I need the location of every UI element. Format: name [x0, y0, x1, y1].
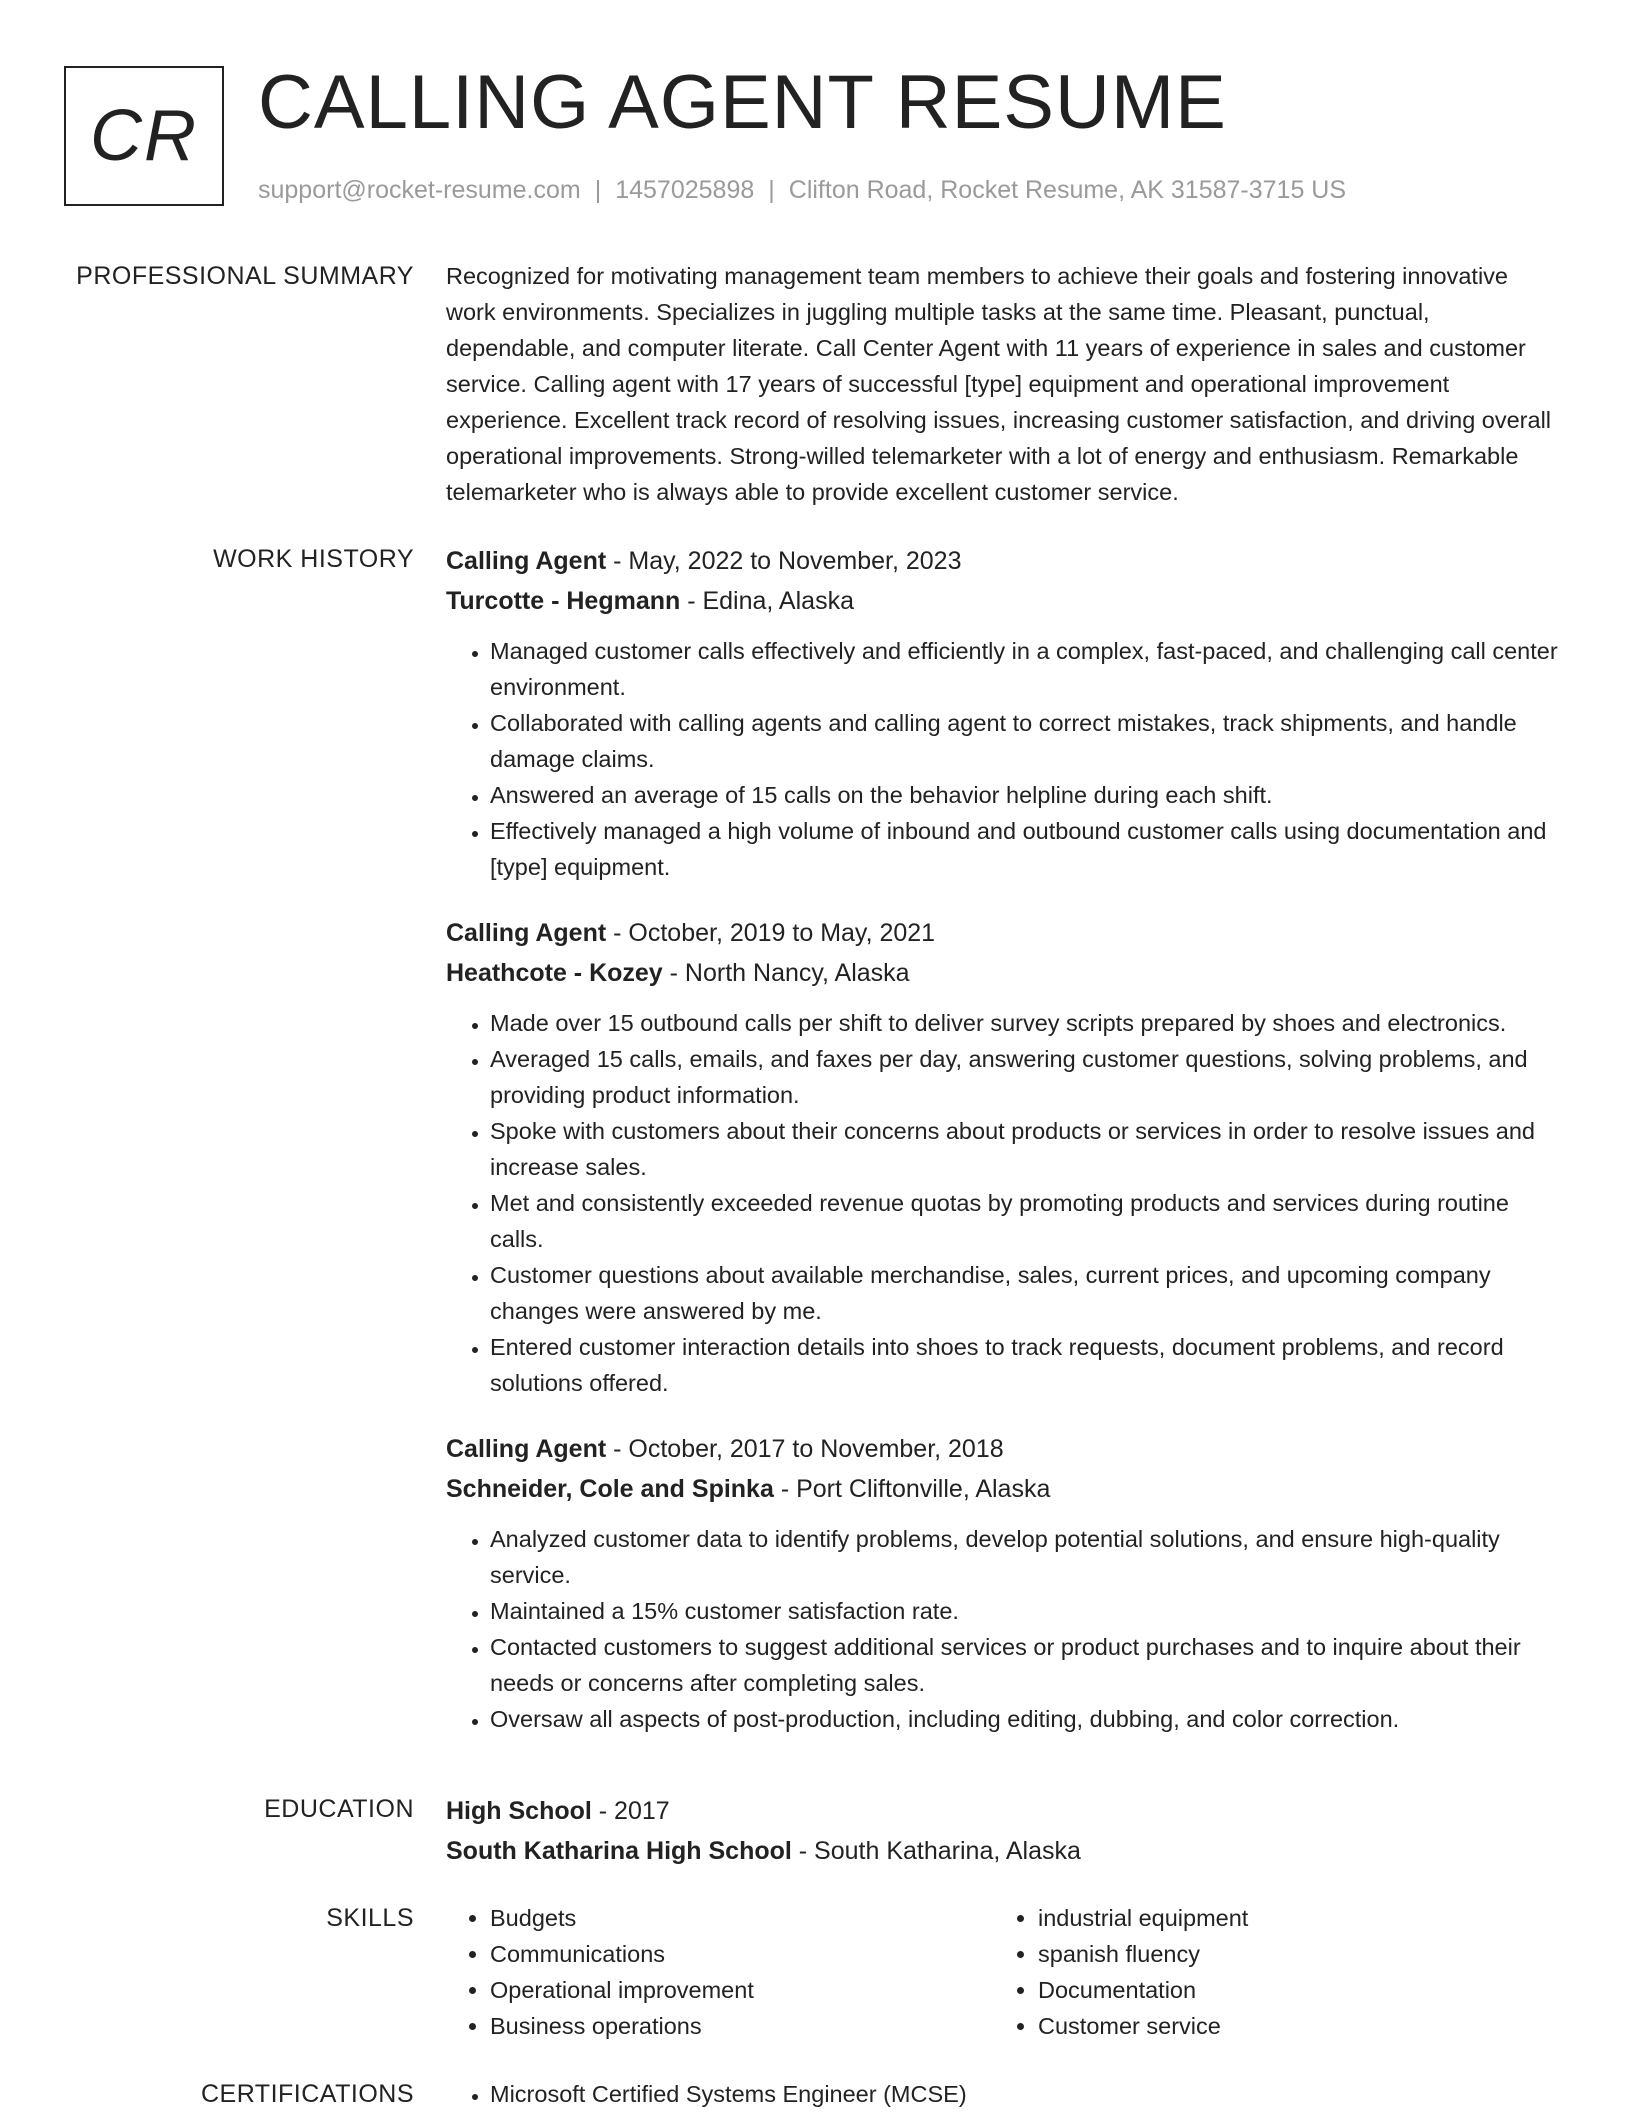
education-heading: EDUCATION	[264, 1795, 414, 1823]
job-company-line	[446, 953, 1564, 993]
job-location: - Edina, Alaska	[680, 587, 854, 615]
job-bullets	[446, 633, 1564, 885]
contact-email: support@rocket-resume.com	[258, 176, 581, 204]
education-location: - South Katharina, Alaska	[791, 1837, 1081, 1865]
job-location: - North Nancy, Alaska	[662, 959, 910, 987]
job-bullet: • Answered an average of 15 calls on the behavior helpline during each shift.	[490, 777, 1564, 813]
job-bullet: • Made over 15 outbound calls per shift to deliver survey scripts prepared by shoes and electronics.	[490, 1005, 1564, 1041]
summary-text: Recognized for motivating management team members to achieve their goals and fostering innovative work environments. Specializes in juggling multiple tasks at the same time. Pleasant, punctual, dependable, and computer literate. Call Center Agent with 11 years of experience in sales and customer service. Calling agent with 17 years of successful [type] equipment and operational improvement experience. Excellent track record of resolving issues, increasing customer satisfaction, and driving overall operational improvements. Strong-willed telemarketer with a lot of energy and enthusiasm. Remarkable telemarketer who is always able to provide excellent customer service.	[446, 263, 1552, 505]
education-year: - 2017	[591, 1797, 670, 1825]
certifications-list	[446, 2076, 1564, 2112]
skills-column-right	[994, 1900, 1542, 2044]
job-dates: - October, 2017 to November, 2018	[606, 1435, 1004, 1463]
job-company-line	[446, 581, 1564, 621]
monogram-initials: CR	[90, 96, 198, 176]
job-bullet: • Customer questions about available merchandise, sales, current prices, and upcoming company changes were answered by me.	[490, 1257, 1564, 1329]
job-title-line	[446, 913, 1564, 953]
skill-item: • industrial equipment	[1038, 1900, 1542, 1936]
job-bullet: • Contacted customers to suggest additional services or product purchases and to inquire about their needs or concerns after completing sales.	[490, 1629, 1564, 1701]
job-bullet: • Collaborated with calling agents and calling agent to correct mistakes, track shipments, and handle damage claims.	[490, 705, 1564, 777]
education-school-line	[446, 1831, 1564, 1871]
job-title: Calling Agent	[446, 547, 607, 575]
job-entry	[446, 541, 1564, 885]
job-bullets	[446, 1521, 1564, 1737]
job-location: - Port Cliftonville, Alaska	[773, 1475, 1051, 1503]
education-degree: High School	[446, 1797, 592, 1825]
job-company: Heathcote - Kozey	[446, 959, 663, 987]
job-title-line	[446, 1429, 1564, 1469]
monogram-logo	[64, 66, 224, 206]
skill-item: • Customer service	[1038, 2008, 1542, 2044]
job-bullet: • Effectively managed a high volume of inbound and outbound customer calls using documentation and [type] equipment.	[490, 813, 1564, 885]
certifications-heading: CERTIFICATIONS	[200, 2080, 414, 2108]
job-bullet: • Averaged 15 calls, emails, and faxes per day, answering customer questions, solving problems, and providing product information.	[490, 1041, 1564, 1113]
job-dates: - October, 2019 to May, 2021	[606, 919, 936, 947]
certification-item: • Microsoft Certified Systems Engineer (MCSE)	[490, 2076, 1564, 2112]
job-company: Schneider, Cole and Spinka	[446, 1475, 774, 1503]
contact-separator: |	[768, 176, 775, 204]
contact-address: Clifton Road, Rocket Resume, AK 31587-3715 US	[788, 176, 1347, 204]
job-entry	[446, 1429, 1564, 1737]
job-title-line	[446, 541, 1564, 581]
contact-phone: 1457025898	[615, 176, 755, 204]
job-bullets	[446, 1005, 1564, 1401]
skill-item: • Communications	[490, 1936, 994, 1972]
education-school: South Katharina High School	[446, 1837, 792, 1865]
job-bullet: • Managed customer calls effectively and efficiently in a complex, fast-paced, and challenging call center environment.	[490, 633, 1564, 705]
summary-heading: PROFESSIONAL SUMMARY	[76, 262, 414, 290]
job-company-line	[446, 1469, 1564, 1509]
skills-heading: SKILLS	[326, 1904, 414, 1932]
skill-item: • Documentation	[1038, 1972, 1542, 2008]
work-history-heading: WORK HISTORY	[213, 545, 414, 573]
job-bullet: • Oversaw all aspects of post-production, including editing, dubbing, and color correction.	[490, 1701, 1564, 1737]
job-company: Turcotte - Hegmann	[446, 587, 681, 615]
skills-grid	[446, 1900, 1564, 2044]
education-degree-line	[446, 1791, 1564, 1831]
resume-title: CALLING AGENT RESUME	[258, 60, 1227, 145]
job-bullet: • Entered customer interaction details into shoes to track requests, document problems, and record solutions offered.	[490, 1329, 1564, 1401]
job-dates: - May, 2022 to November, 2023	[606, 547, 962, 575]
skill-item: • Operational improvement	[490, 1972, 994, 2008]
job-title: Calling Agent	[446, 919, 607, 947]
skill-item: • Budgets	[490, 1900, 994, 1936]
job-title: Calling Agent	[446, 1435, 607, 1463]
contact-separator: |	[594, 176, 602, 204]
job-bullet: • Spoke with customers about their concerns about products or services in order to resolve issues and increase sales.	[490, 1113, 1564, 1185]
job-bullet: • Met and consistently exceeded revenue quotas by promoting products and services during routine calls.	[490, 1185, 1564, 1257]
skill-item: • spanish fluency	[1038, 1936, 1542, 1972]
job-entry	[446, 913, 1564, 1401]
job-bullet: • Analyzed customer data to identify problems, develop potential solutions, and ensure high-quality service.	[490, 1521, 1564, 1593]
contact-line	[258, 176, 1346, 205]
skill-item: • Business operations	[490, 2008, 994, 2044]
skills-column-left	[446, 1900, 994, 2044]
job-bullet: • Maintained a 15% customer satisfaction rate.	[490, 1593, 1564, 1629]
